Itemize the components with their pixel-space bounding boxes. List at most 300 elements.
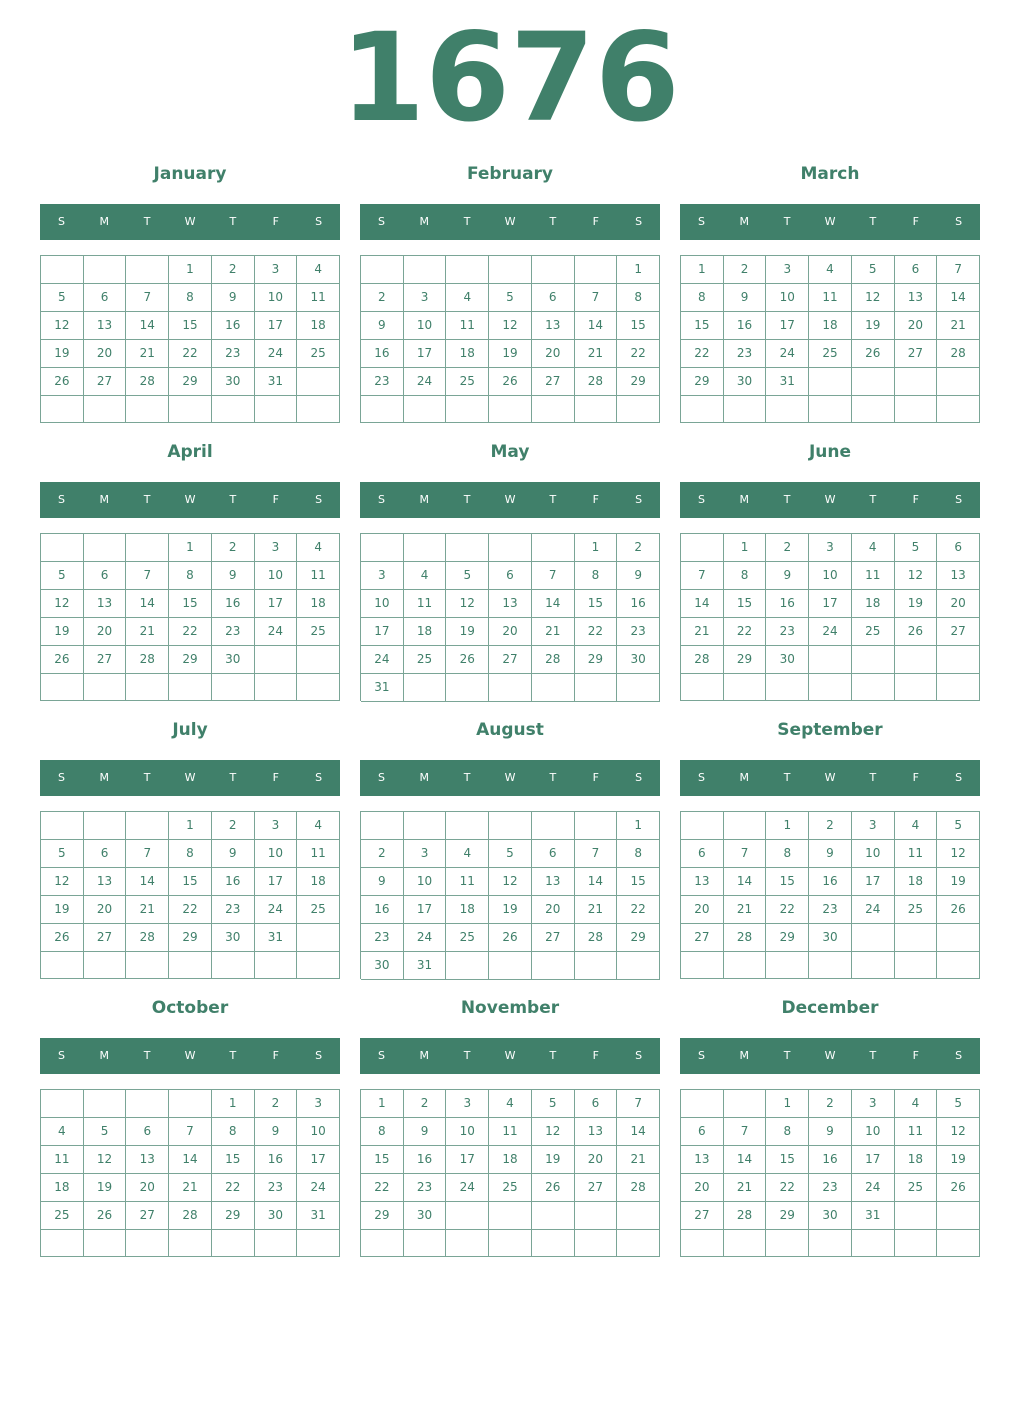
day-cell[interactable]: 15 xyxy=(724,590,767,618)
day-cell[interactable]: 31 xyxy=(297,1202,340,1230)
day-cell[interactable]: 17 xyxy=(852,868,895,896)
day-cell[interactable]: 17 xyxy=(361,618,404,646)
day-cell[interactable]: 24 xyxy=(361,646,404,674)
day-cell[interactable]: 14 xyxy=(681,590,724,618)
day-cell[interactable]: 5 xyxy=(41,284,84,312)
day-cell[interactable]: 31 xyxy=(361,674,404,702)
day-cell[interactable]: 22 xyxy=(361,1174,404,1202)
day-cell[interactable]: 20 xyxy=(895,312,938,340)
day-cell[interactable]: 21 xyxy=(724,896,767,924)
day-cell[interactable]: 1 xyxy=(617,256,660,284)
day-cell[interactable]: 5 xyxy=(937,1090,980,1118)
day-cell[interactable]: 23 xyxy=(212,618,255,646)
day-cell[interactable]: 8 xyxy=(766,840,809,868)
day-cell[interactable]: 14 xyxy=(724,1146,767,1174)
day-cell[interactable]: 2 xyxy=(212,256,255,284)
day-cell[interactable]: 22 xyxy=(212,1174,255,1202)
day-cell[interactable]: 3 xyxy=(852,812,895,840)
day-cell[interactable]: 16 xyxy=(212,590,255,618)
day-cell[interactable]: 30 xyxy=(212,646,255,674)
day-cell[interactable]: 8 xyxy=(617,284,660,312)
day-cell[interactable]: 11 xyxy=(852,562,895,590)
day-cell[interactable]: 3 xyxy=(809,534,852,562)
day-cell[interactable]: 19 xyxy=(937,1146,980,1174)
day-cell[interactable]: 13 xyxy=(84,312,127,340)
day-cell[interactable]: 29 xyxy=(361,1202,404,1230)
day-cell[interactable]: 8 xyxy=(212,1118,255,1146)
day-cell[interactable]: 17 xyxy=(255,590,298,618)
day-cell[interactable]: 10 xyxy=(404,312,447,340)
day-cell[interactable]: 16 xyxy=(361,896,404,924)
day-cell[interactable]: 20 xyxy=(532,896,575,924)
day-cell[interactable]: 14 xyxy=(126,312,169,340)
day-cell[interactable]: 28 xyxy=(126,646,169,674)
day-cell[interactable]: 8 xyxy=(575,562,618,590)
day-cell[interactable]: 3 xyxy=(404,840,447,868)
day-cell[interactable]: 25 xyxy=(297,618,340,646)
day-cell[interactable]: 6 xyxy=(84,562,127,590)
day-cell[interactable]: 20 xyxy=(126,1174,169,1202)
day-cell[interactable]: 10 xyxy=(297,1118,340,1146)
day-cell[interactable]: 14 xyxy=(617,1118,660,1146)
day-cell[interactable]: 1 xyxy=(361,1090,404,1118)
day-cell[interactable]: 1 xyxy=(617,812,660,840)
day-cell[interactable]: 26 xyxy=(937,896,980,924)
day-cell[interactable]: 19 xyxy=(532,1146,575,1174)
day-cell[interactable]: 20 xyxy=(489,618,532,646)
day-cell[interactable]: 12 xyxy=(852,284,895,312)
day-cell[interactable]: 18 xyxy=(489,1146,532,1174)
day-cell[interactable]: 10 xyxy=(361,590,404,618)
day-cell[interactable]: 2 xyxy=(255,1090,298,1118)
day-cell[interactable]: 1 xyxy=(212,1090,255,1118)
day-cell[interactable]: 19 xyxy=(41,618,84,646)
day-cell[interactable]: 8 xyxy=(169,840,212,868)
day-cell[interactable]: 6 xyxy=(575,1090,618,1118)
day-cell[interactable]: 24 xyxy=(255,340,298,368)
day-cell[interactable]: 23 xyxy=(212,340,255,368)
day-cell[interactable]: 14 xyxy=(126,868,169,896)
day-cell[interactable]: 30 xyxy=(809,1202,852,1230)
day-cell[interactable]: 5 xyxy=(532,1090,575,1118)
day-cell[interactable]: 31 xyxy=(852,1202,895,1230)
day-cell[interactable]: 13 xyxy=(681,868,724,896)
day-cell[interactable]: 25 xyxy=(895,896,938,924)
day-cell[interactable]: 2 xyxy=(617,534,660,562)
day-cell[interactable]: 21 xyxy=(617,1146,660,1174)
day-cell[interactable]: 30 xyxy=(255,1202,298,1230)
day-cell[interactable]: 24 xyxy=(446,1174,489,1202)
day-cell[interactable]: 27 xyxy=(126,1202,169,1230)
day-cell[interactable]: 21 xyxy=(126,340,169,368)
day-cell[interactable]: 18 xyxy=(852,590,895,618)
day-cell[interactable]: 27 xyxy=(489,646,532,674)
day-cell[interactable]: 15 xyxy=(766,868,809,896)
day-cell[interactable]: 9 xyxy=(809,840,852,868)
day-cell[interactable]: 13 xyxy=(681,1146,724,1174)
day-cell[interactable]: 26 xyxy=(532,1174,575,1202)
day-cell[interactable]: 17 xyxy=(809,590,852,618)
day-cell[interactable]: 24 xyxy=(766,340,809,368)
day-cell[interactable]: 11 xyxy=(404,590,447,618)
day-cell[interactable]: 31 xyxy=(255,924,298,952)
day-cell[interactable]: 23 xyxy=(766,618,809,646)
day-cell[interactable]: 16 xyxy=(617,590,660,618)
day-cell[interactable]: 7 xyxy=(724,840,767,868)
day-cell[interactable]: 31 xyxy=(404,952,447,980)
day-cell[interactable]: 30 xyxy=(361,952,404,980)
day-cell[interactable]: 14 xyxy=(575,312,618,340)
day-cell[interactable]: 4 xyxy=(895,1090,938,1118)
day-cell[interactable]: 27 xyxy=(895,340,938,368)
day-cell[interactable]: 1 xyxy=(169,256,212,284)
day-cell[interactable]: 24 xyxy=(809,618,852,646)
day-cell[interactable]: 12 xyxy=(489,868,532,896)
day-cell[interactable]: 18 xyxy=(446,340,489,368)
day-cell[interactable]: 22 xyxy=(617,896,660,924)
day-cell[interactable]: 27 xyxy=(681,924,724,952)
day-cell[interactable]: 8 xyxy=(617,840,660,868)
day-cell[interactable]: 13 xyxy=(575,1118,618,1146)
day-cell[interactable]: 28 xyxy=(617,1174,660,1202)
day-cell[interactable]: 13 xyxy=(84,590,127,618)
day-cell[interactable]: 7 xyxy=(575,284,618,312)
day-cell[interactable]: 25 xyxy=(404,646,447,674)
day-cell[interactable]: 29 xyxy=(212,1202,255,1230)
day-cell[interactable]: 25 xyxy=(446,368,489,396)
day-cell[interactable]: 3 xyxy=(297,1090,340,1118)
day-cell[interactable]: 5 xyxy=(84,1118,127,1146)
day-cell[interactable]: 26 xyxy=(489,368,532,396)
day-cell[interactable]: 24 xyxy=(255,618,298,646)
day-cell[interactable]: 15 xyxy=(169,312,212,340)
day-cell[interactable]: 4 xyxy=(297,256,340,284)
day-cell[interactable]: 14 xyxy=(575,868,618,896)
day-cell[interactable]: 9 xyxy=(361,868,404,896)
day-cell[interactable]: 30 xyxy=(404,1202,447,1230)
day-cell[interactable]: 11 xyxy=(895,840,938,868)
day-cell[interactable]: 4 xyxy=(41,1118,84,1146)
day-cell[interactable]: 19 xyxy=(489,340,532,368)
day-cell[interactable]: 17 xyxy=(446,1146,489,1174)
day-cell[interactable]: 29 xyxy=(617,924,660,952)
day-cell[interactable]: 15 xyxy=(169,590,212,618)
day-cell[interactable]: 12 xyxy=(41,312,84,340)
day-cell[interactable]: 1 xyxy=(766,812,809,840)
day-cell[interactable]: 23 xyxy=(404,1174,447,1202)
day-cell[interactable]: 4 xyxy=(489,1090,532,1118)
day-cell[interactable]: 18 xyxy=(41,1174,84,1202)
day-cell[interactable]: 25 xyxy=(297,340,340,368)
day-cell[interactable]: 11 xyxy=(297,284,340,312)
day-cell[interactable]: 3 xyxy=(255,534,298,562)
day-cell[interactable]: 17 xyxy=(297,1146,340,1174)
day-cell[interactable]: 11 xyxy=(809,284,852,312)
day-cell[interactable]: 8 xyxy=(169,284,212,312)
day-cell[interactable]: 16 xyxy=(404,1146,447,1174)
day-cell[interactable]: 15 xyxy=(681,312,724,340)
day-cell[interactable]: 17 xyxy=(404,340,447,368)
day-cell[interactable]: 7 xyxy=(169,1118,212,1146)
day-cell[interactable]: 4 xyxy=(809,256,852,284)
day-cell[interactable]: 10 xyxy=(852,840,895,868)
day-cell[interactable]: 17 xyxy=(852,1146,895,1174)
day-cell[interactable]: 25 xyxy=(895,1174,938,1202)
day-cell[interactable]: 11 xyxy=(489,1118,532,1146)
day-cell[interactable]: 7 xyxy=(617,1090,660,1118)
day-cell[interactable]: 3 xyxy=(255,812,298,840)
day-cell[interactable]: 22 xyxy=(766,1174,809,1202)
day-cell[interactable]: 26 xyxy=(84,1202,127,1230)
day-cell[interactable]: 26 xyxy=(937,1174,980,1202)
day-cell[interactable]: 29 xyxy=(681,368,724,396)
day-cell[interactable]: 16 xyxy=(809,868,852,896)
day-cell[interactable]: 11 xyxy=(297,562,340,590)
day-cell[interactable]: 22 xyxy=(617,340,660,368)
day-cell[interactable]: 4 xyxy=(404,562,447,590)
day-cell[interactable]: 5 xyxy=(852,256,895,284)
day-cell[interactable]: 6 xyxy=(532,840,575,868)
day-cell[interactable]: 12 xyxy=(41,590,84,618)
day-cell[interactable]: 9 xyxy=(809,1118,852,1146)
day-cell[interactable]: 20 xyxy=(84,618,127,646)
day-cell[interactable]: 13 xyxy=(84,868,127,896)
day-cell[interactable]: 19 xyxy=(489,896,532,924)
day-cell[interactable]: 6 xyxy=(937,534,980,562)
day-cell[interactable]: 1 xyxy=(575,534,618,562)
day-cell[interactable]: 7 xyxy=(937,256,980,284)
day-cell[interactable]: 15 xyxy=(617,868,660,896)
day-cell[interactable]: 30 xyxy=(724,368,767,396)
day-cell[interactable]: 14 xyxy=(532,590,575,618)
day-cell[interactable]: 11 xyxy=(895,1118,938,1146)
day-cell[interactable]: 8 xyxy=(169,562,212,590)
day-cell[interactable]: 18 xyxy=(404,618,447,646)
day-cell[interactable]: 8 xyxy=(361,1118,404,1146)
day-cell[interactable]: 4 xyxy=(446,840,489,868)
day-cell[interactable]: 4 xyxy=(297,534,340,562)
day-cell[interactable]: 8 xyxy=(766,1118,809,1146)
day-cell[interactable]: 9 xyxy=(766,562,809,590)
day-cell[interactable]: 14 xyxy=(169,1146,212,1174)
day-cell[interactable]: 12 xyxy=(446,590,489,618)
day-cell[interactable]: 21 xyxy=(575,340,618,368)
day-cell[interactable]: 13 xyxy=(532,868,575,896)
day-cell[interactable]: 7 xyxy=(575,840,618,868)
day-cell[interactable]: 27 xyxy=(84,924,127,952)
day-cell[interactable]: 10 xyxy=(255,562,298,590)
day-cell[interactable]: 21 xyxy=(126,896,169,924)
day-cell[interactable]: 6 xyxy=(681,1118,724,1146)
day-cell[interactable]: 2 xyxy=(212,534,255,562)
day-cell[interactable]: 23 xyxy=(724,340,767,368)
day-cell[interactable]: 23 xyxy=(212,896,255,924)
day-cell[interactable]: 26 xyxy=(446,646,489,674)
day-cell[interactable]: 5 xyxy=(895,534,938,562)
day-cell[interactable]: 28 xyxy=(169,1202,212,1230)
day-cell[interactable]: 15 xyxy=(575,590,618,618)
day-cell[interactable]: 30 xyxy=(212,368,255,396)
day-cell[interactable]: 10 xyxy=(852,1118,895,1146)
day-cell[interactable]: 4 xyxy=(895,812,938,840)
day-cell[interactable]: 19 xyxy=(446,618,489,646)
day-cell[interactable]: 30 xyxy=(617,646,660,674)
day-cell[interactable]: 24 xyxy=(852,1174,895,1202)
day-cell[interactable]: 4 xyxy=(297,812,340,840)
day-cell[interactable]: 2 xyxy=(212,812,255,840)
day-cell[interactable]: 17 xyxy=(255,312,298,340)
day-cell[interactable]: 22 xyxy=(169,340,212,368)
day-cell[interactable]: 17 xyxy=(404,896,447,924)
day-cell[interactable]: 26 xyxy=(41,924,84,952)
day-cell[interactable]: 15 xyxy=(212,1146,255,1174)
day-cell[interactable]: 18 xyxy=(297,590,340,618)
day-cell[interactable]: 18 xyxy=(895,1146,938,1174)
day-cell[interactable]: 26 xyxy=(41,646,84,674)
day-cell[interactable]: 20 xyxy=(575,1146,618,1174)
day-cell[interactable]: 26 xyxy=(895,618,938,646)
day-cell[interactable]: 31 xyxy=(766,368,809,396)
day-cell[interactable]: 2 xyxy=(404,1090,447,1118)
day-cell[interactable]: 27 xyxy=(84,368,127,396)
day-cell[interactable]: 25 xyxy=(809,340,852,368)
day-cell[interactable]: 8 xyxy=(724,562,767,590)
day-cell[interactable]: 7 xyxy=(126,840,169,868)
day-cell[interactable]: 25 xyxy=(41,1202,84,1230)
day-cell[interactable]: 19 xyxy=(852,312,895,340)
day-cell[interactable]: 7 xyxy=(681,562,724,590)
day-cell[interactable]: 18 xyxy=(446,896,489,924)
day-cell[interactable]: 27 xyxy=(84,646,127,674)
day-cell[interactable]: 3 xyxy=(446,1090,489,1118)
day-cell[interactable]: 27 xyxy=(532,924,575,952)
day-cell[interactable]: 11 xyxy=(446,868,489,896)
day-cell[interactable]: 29 xyxy=(169,924,212,952)
day-cell[interactable]: 22 xyxy=(724,618,767,646)
day-cell[interactable]: 7 xyxy=(724,1118,767,1146)
day-cell[interactable]: 3 xyxy=(255,256,298,284)
day-cell[interactable]: 16 xyxy=(212,868,255,896)
day-cell[interactable]: 19 xyxy=(895,590,938,618)
day-cell[interactable]: 28 xyxy=(126,368,169,396)
day-cell[interactable]: 19 xyxy=(41,340,84,368)
day-cell[interactable]: 2 xyxy=(361,284,404,312)
day-cell[interactable]: 21 xyxy=(169,1174,212,1202)
day-cell[interactable]: 22 xyxy=(169,896,212,924)
day-cell[interactable]: 7 xyxy=(126,562,169,590)
day-cell[interactable]: 26 xyxy=(489,924,532,952)
day-cell[interactable]: 20 xyxy=(681,896,724,924)
day-cell[interactable]: 30 xyxy=(766,646,809,674)
day-cell[interactable]: 22 xyxy=(575,618,618,646)
day-cell[interactable]: 2 xyxy=(809,1090,852,1118)
day-cell[interactable]: 29 xyxy=(724,646,767,674)
day-cell[interactable]: 28 xyxy=(575,924,618,952)
day-cell[interactable]: 19 xyxy=(84,1174,127,1202)
day-cell[interactable]: 11 xyxy=(446,312,489,340)
day-cell[interactable]: 20 xyxy=(681,1174,724,1202)
day-cell[interactable]: 20 xyxy=(84,896,127,924)
day-cell[interactable]: 21 xyxy=(126,618,169,646)
day-cell[interactable]: 5 xyxy=(489,840,532,868)
day-cell[interactable]: 12 xyxy=(937,840,980,868)
day-cell[interactable]: 29 xyxy=(766,924,809,952)
day-cell[interactable]: 12 xyxy=(532,1118,575,1146)
day-cell[interactable]: 19 xyxy=(41,896,84,924)
day-cell[interactable]: 23 xyxy=(361,368,404,396)
day-cell[interactable]: 8 xyxy=(681,284,724,312)
day-cell[interactable]: 24 xyxy=(404,924,447,952)
day-cell[interactable]: 2 xyxy=(724,256,767,284)
day-cell[interactable]: 5 xyxy=(489,284,532,312)
day-cell[interactable]: 9 xyxy=(212,284,255,312)
day-cell[interactable]: 27 xyxy=(681,1202,724,1230)
day-cell[interactable]: 31 xyxy=(255,368,298,396)
day-cell[interactable]: 6 xyxy=(895,256,938,284)
day-cell[interactable]: 9 xyxy=(617,562,660,590)
day-cell[interactable]: 28 xyxy=(532,646,575,674)
day-cell[interactable]: 15 xyxy=(766,1146,809,1174)
day-cell[interactable]: 16 xyxy=(212,312,255,340)
day-cell[interactable]: 22 xyxy=(681,340,724,368)
day-cell[interactable]: 24 xyxy=(404,368,447,396)
day-cell[interactable]: 10 xyxy=(404,868,447,896)
day-cell[interactable]: 10 xyxy=(255,284,298,312)
day-cell[interactable]: 22 xyxy=(169,618,212,646)
day-cell[interactable]: 3 xyxy=(404,284,447,312)
day-cell[interactable]: 2 xyxy=(809,812,852,840)
day-cell[interactable]: 5 xyxy=(41,840,84,868)
day-cell[interactable]: 12 xyxy=(895,562,938,590)
day-cell[interactable]: 3 xyxy=(766,256,809,284)
day-cell[interactable]: 28 xyxy=(126,924,169,952)
day-cell[interactable]: 21 xyxy=(532,618,575,646)
day-cell[interactable]: 6 xyxy=(489,562,532,590)
day-cell[interactable]: 1 xyxy=(169,812,212,840)
day-cell[interactable]: 9 xyxy=(404,1118,447,1146)
day-cell[interactable]: 30 xyxy=(809,924,852,952)
day-cell[interactable]: 11 xyxy=(297,840,340,868)
day-cell[interactable]: 17 xyxy=(255,868,298,896)
day-cell[interactable]: 25 xyxy=(297,896,340,924)
day-cell[interactable]: 1 xyxy=(766,1090,809,1118)
day-cell[interactable]: 6 xyxy=(84,840,127,868)
day-cell[interactable]: 10 xyxy=(446,1118,489,1146)
day-cell[interactable]: 16 xyxy=(361,340,404,368)
day-cell[interactable]: 25 xyxy=(489,1174,532,1202)
day-cell[interactable]: 5 xyxy=(41,562,84,590)
day-cell[interactable]: 28 xyxy=(724,1202,767,1230)
day-cell[interactable]: 24 xyxy=(852,896,895,924)
day-cell[interactable]: 20 xyxy=(937,590,980,618)
day-cell[interactable]: 14 xyxy=(937,284,980,312)
day-cell[interactable]: 25 xyxy=(852,618,895,646)
day-cell[interactable]: 9 xyxy=(361,312,404,340)
day-cell[interactable]: 12 xyxy=(84,1146,127,1174)
day-cell[interactable]: 12 xyxy=(937,1118,980,1146)
day-cell[interactable]: 5 xyxy=(937,812,980,840)
day-cell[interactable]: 26 xyxy=(41,368,84,396)
day-cell[interactable]: 16 xyxy=(724,312,767,340)
day-cell[interactable]: 29 xyxy=(575,646,618,674)
day-cell[interactable]: 6 xyxy=(126,1118,169,1146)
day-cell[interactable]: 12 xyxy=(489,312,532,340)
day-cell[interactable]: 3 xyxy=(852,1090,895,1118)
day-cell[interactable]: 18 xyxy=(809,312,852,340)
day-cell[interactable]: 9 xyxy=(212,840,255,868)
day-cell[interactable]: 1 xyxy=(169,534,212,562)
day-cell[interactable]: 11 xyxy=(41,1146,84,1174)
